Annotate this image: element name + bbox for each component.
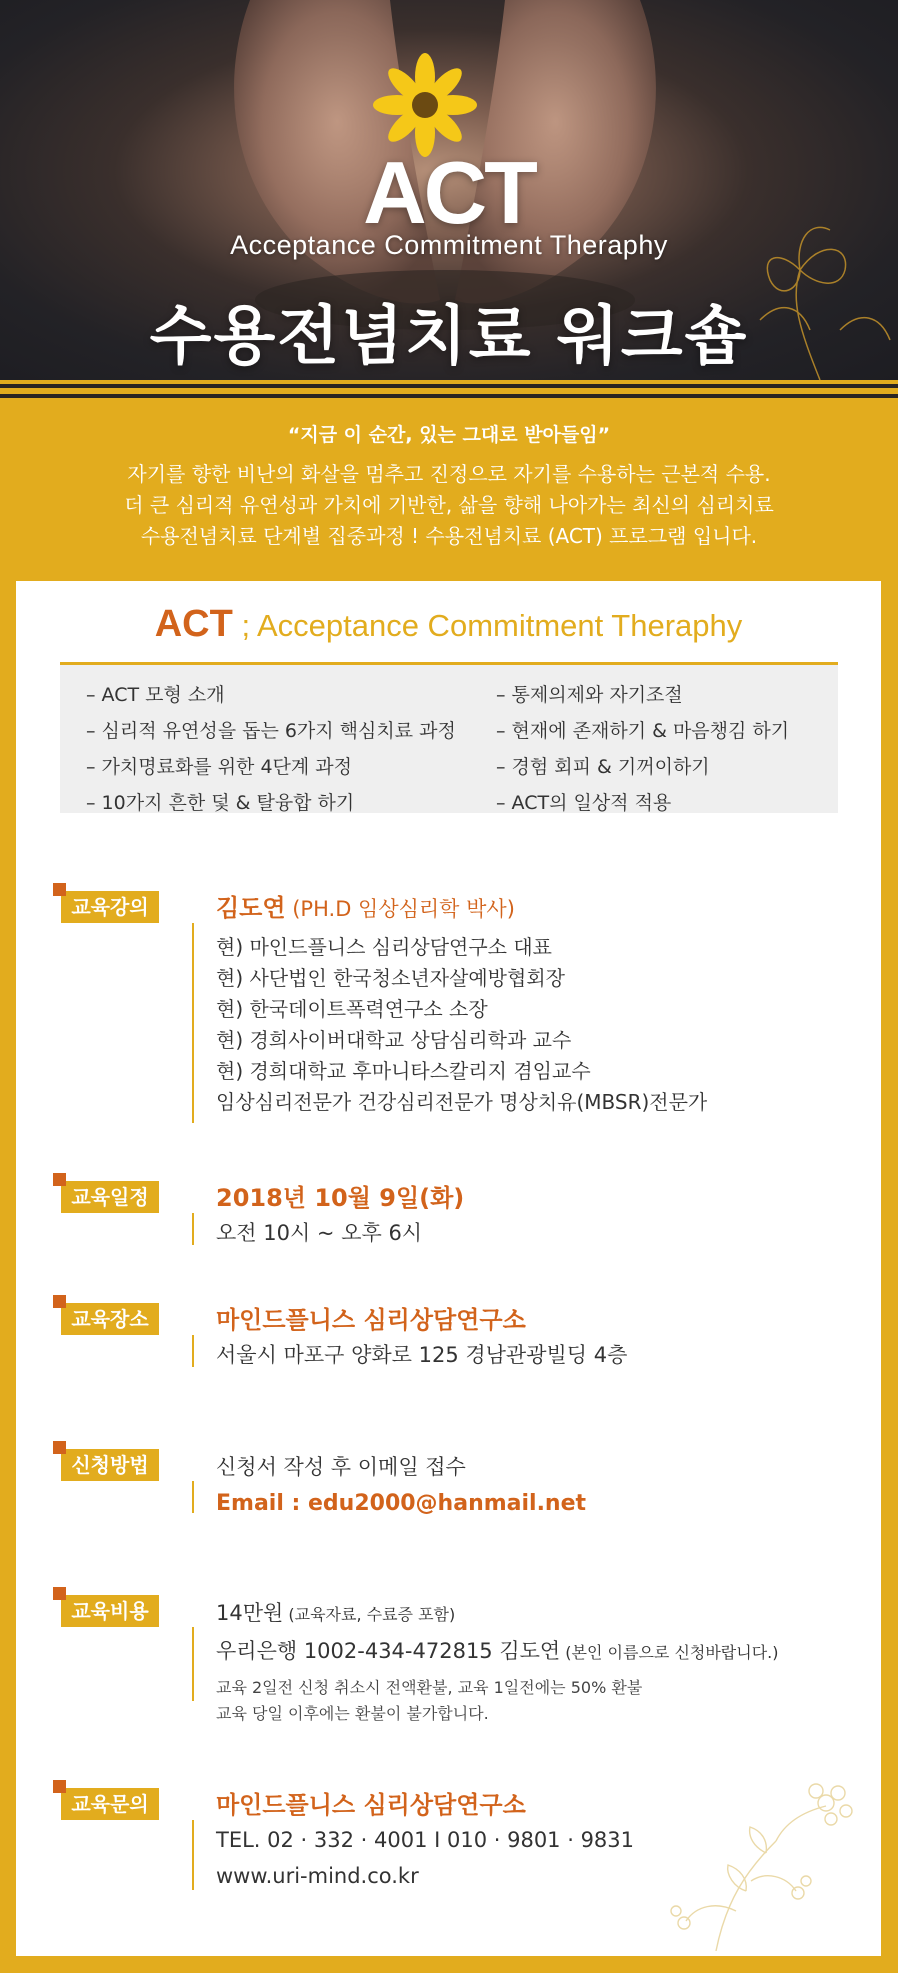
- intro-line: 더 큰 심리적 유연성과 가치에 기반한, 삶을 향해 나아가는 최신의 심리치료: [124, 493, 774, 517]
- hero-stripes: [0, 380, 898, 404]
- fee-price-note: (교육자료, 수료증 포함): [283, 1605, 456, 1624]
- contact-tel: TEL. 02 · 332 · 4001 I 010 · 9801 · 9831: [216, 1828, 635, 1852]
- section-line: [192, 1820, 194, 1890]
- apply-body: [216, 1449, 586, 1521]
- career-item: 현) 마인드플니스 심리상담연구소 대표: [216, 935, 552, 959]
- fee-refund: 교육 당일 이후에는 환불이 불가합니다.: [216, 1704, 489, 1723]
- instructor-degree: (PH.D 임상심리학 박사): [285, 897, 515, 921]
- fee-refund: 교육 2일전 신청 취소시 전액환불, 교육 1일전에는 50% 환불: [216, 1678, 643, 1697]
- curriculum-item: – ACT 모형 소개: [86, 684, 225, 706]
- schedule-time: 오전 10시 ~ 오후 6시: [216, 1221, 423, 1245]
- career-item: 현) 경희대학교 후마니타스칼리지 겸임교수: [216, 1059, 591, 1083]
- hero-subtitle: Acceptance Commitment Theraphy: [230, 230, 668, 260]
- section-line: [192, 1627, 194, 1701]
- curriculum-right: [496, 677, 789, 821]
- section-tag-contact: 교육문의: [61, 1788, 159, 1820]
- fee-bank-line: [216, 1633, 779, 1671]
- contact-body: [216, 1788, 634, 1894]
- instructor-name-line: [216, 891, 707, 926]
- contact-name: 마인드플니스 심리상담연구소: [216, 1791, 526, 1819]
- intro-quote: “지금 이 순간, 있는 그대로 받아들임”: [287, 424, 611, 446]
- venue-body: [216, 1303, 627, 1373]
- curriculum-item: – 가치명료화를 위한 4단계 과정: [86, 756, 352, 778]
- hero-act-title: ACT: [363, 143, 535, 242]
- fee-price-line: [216, 1595, 779, 1633]
- intro-line: 자기를 향한 비난의 화살을 멈추고 진정으로 자기를 수용하는 근본적 수용.: [127, 462, 771, 486]
- career-item: 현) 사단법인 한국청소년자살예방협회장: [216, 966, 565, 990]
- intro-line: 수용전념치료 단계별 집중과정 ! 수용전념치료 (ACT) 프로그램 입니다.: [140, 524, 758, 548]
- decorative-flower-icon: [656, 1771, 876, 1951]
- curriculum-item: – ACT의 일상적 적용: [496, 792, 672, 814]
- intro-text: [0, 420, 898, 552]
- section-tag-fee: 교육비용: [61, 1595, 159, 1627]
- schedule-date: 2018년 10월 9일(화): [216, 1184, 465, 1212]
- career-item: 현) 경희사이버대학교 상담심리학과 교수: [216, 1028, 572, 1052]
- program-heading: [16, 603, 881, 646]
- program-heading-rest: ; Acceptance Commitment Theraphy: [232, 608, 743, 643]
- curriculum-item: – 통제의제와 자기조절: [496, 684, 683, 706]
- curriculum-item: – 10가지 흔한 덫 & 탈융합 하기: [86, 792, 355, 814]
- curriculum-item: – 경험 회피 & 기꺼이하기: [496, 756, 710, 778]
- venue-address: 서울시 마포구 양화로 125 경남관광빌딩 4층: [216, 1343, 628, 1367]
- curriculum-item: – 현재에 존재하기 & 마음챙김 하기: [496, 720, 790, 742]
- career-item: 임상심리전문가 건강심리전문가 명상치유(MBSR)전문가: [216, 1090, 708, 1114]
- curriculum-left: [86, 677, 456, 821]
- section-line: [192, 1481, 194, 1513]
- fee-bank-note: (본인 이름으로 신청바랍니다.): [560, 1643, 779, 1662]
- section-tag-instructor: 교육강의: [61, 891, 159, 923]
- section-line: [192, 923, 194, 1123]
- curriculum-item: – 심리적 유연성을 돕는 6가지 핵심치료 과정: [86, 720, 456, 742]
- curriculum-box: [60, 665, 838, 813]
- info-card: [16, 581, 881, 1956]
- instructor-body: [216, 891, 707, 1118]
- venue-name: 마인드플니스 심리상담연구소: [216, 1306, 526, 1334]
- fee-bank: 우리은행 1002-434-472815 김도연: [216, 1639, 561, 1663]
- hero-banner: [0, 0, 898, 380]
- apply-method: 신청서 작성 후 이메일 접수: [216, 1455, 466, 1479]
- apply-email[interactable]: Email : edu2000@hanmail.net: [216, 1491, 587, 1516]
- fee-body: [216, 1595, 779, 1727]
- fee-price: 14만원: [216, 1601, 284, 1625]
- section-tag-schedule: 교육일정: [61, 1181, 159, 1213]
- program-heading-act: ACT: [154, 603, 233, 645]
- section-tag-venue: 교육장소: [61, 1303, 159, 1335]
- schedule-body: [216, 1181, 464, 1251]
- instructor-name: 김도연: [216, 894, 286, 922]
- contact-web[interactable]: www.uri-mind.co.kr: [216, 1864, 419, 1888]
- section-line: [192, 1335, 194, 1367]
- section-line: [192, 1213, 194, 1245]
- section-tag-apply: 신청방법: [61, 1449, 159, 1481]
- hero-korean-title: 수용전념치료 워크숍: [149, 300, 749, 374]
- career-item: 현) 한국데이트폭력연구소 소장: [216, 997, 488, 1021]
